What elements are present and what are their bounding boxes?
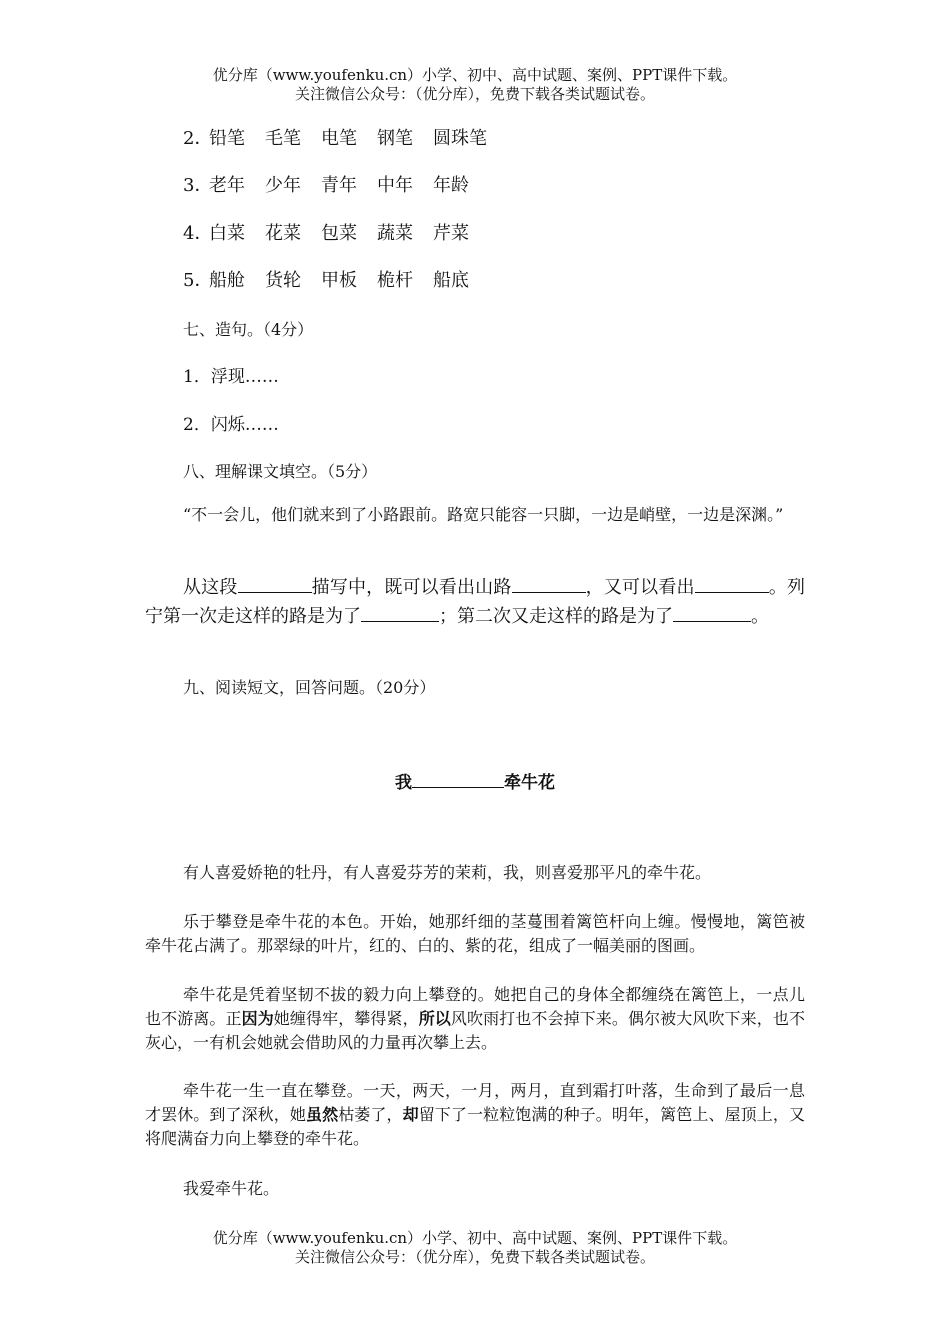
- header-line-2: 关注微信公众号：（优分库），免费下载各类试题试卷。: [294, 85, 655, 103]
- fill-text: 。: [751, 606, 769, 627]
- word-item: 毛笔: [265, 128, 301, 149]
- word-item: 老年: [209, 175, 245, 196]
- word-item: 铅笔: [209, 128, 245, 149]
- word-item: 甲板: [321, 270, 357, 291]
- fill-text: ，又可以看出: [585, 577, 695, 598]
- title-suffix: 牵牛花: [504, 773, 555, 793]
- blank-2[interactable]: [512, 574, 586, 593]
- word-group-5: [183, 266, 489, 292]
- blank-1[interactable]: [238, 574, 312, 593]
- word-item: 钢笔: [377, 128, 413, 149]
- word-item: 货轮: [265, 270, 301, 291]
- word-group-number: 3．: [183, 175, 213, 196]
- footer-line-1: 优分库（www.youfenku.cn）小学、初中、高中试题、案例、PPT课件下载。: [212, 1229, 738, 1247]
- word-group-number: 2．: [183, 128, 213, 149]
- title-prefix: 我: [395, 773, 412, 793]
- passage-text: 她缠得牢，攀得紧，: [273, 1009, 419, 1028]
- word-item: 船舱: [209, 270, 245, 291]
- word-item: 蔬菜: [377, 223, 413, 244]
- passage-text: 牵牛花是凭着坚韧不拔的毅力向上攀登的。她把自己的身体全都缠绕在篱笆上，一点儿也不游离。正: [145, 985, 805, 1028]
- word-item: 电笔: [321, 128, 357, 149]
- blank-5[interactable]: [673, 603, 751, 622]
- section-8-quote: “不一会儿，他们就来到了小路跟前。路宽只能容一只脚，一边是峭壁，一边是深渊。”: [183, 505, 784, 524]
- fill-text: 从这段: [183, 577, 238, 598]
- fill-text: 。列宁第一次走这样的路是为了: [145, 577, 806, 627]
- sentence-item-1: 1．浮现……: [183, 367, 279, 387]
- title-blank[interactable]: [412, 771, 504, 788]
- section-8-title: 八、理解课文填空。（5分）: [183, 462, 378, 481]
- passage-paragraph-2: 乐于攀登是牵牛花的本色。开始，她那纤细的茎蔓围着篱笆杆向上缠。慢慢地，篱笆被牵牛花占满了。那翠绿的叶片，红的、白的、紫的花，组成了一幅美丽的图画。: [145, 912, 805, 955]
- word-group-2: [183, 124, 507, 150]
- header-line-1: 优分库（www.youfenku.cn）小学、初中、高中试题、案例、PPT课件下载。: [212, 66, 738, 84]
- page-footer: [0, 1229, 950, 1267]
- keyword-yinwei: 因为: [241, 1009, 274, 1028]
- passage-text: 留下了一粒粒饱满的种子。明年，篱笆上、屋顶上，又将爬满奋力向上攀登的牵牛花。: [145, 1105, 805, 1148]
- passage-paragraph-1: 有人喜爱娇艳的牡丹，有人喜爱芬芳的茉莉，我，则喜爱那平凡的牵牛花。: [183, 863, 712, 882]
- keyword-suoyi: 所以: [418, 1009, 451, 1028]
- keyword-que: 却: [402, 1105, 419, 1124]
- word-item: 少年: [265, 175, 301, 196]
- word-item: 中年: [377, 175, 413, 196]
- word-group-3: [183, 171, 489, 197]
- word-item: 芹菜: [433, 223, 469, 244]
- word-item: 年龄: [433, 175, 469, 196]
- word-item: 白菜: [209, 223, 245, 244]
- page-header: [0, 66, 950, 104]
- passage-text: 枯萎了，: [338, 1105, 403, 1124]
- word-item: 圆珠笔: [433, 128, 487, 149]
- word-item: 青年: [321, 175, 357, 196]
- section-8-fill-in: [145, 573, 805, 631]
- word-item: 船底: [433, 270, 469, 291]
- word-item: 花菜: [265, 223, 301, 244]
- passage-text: 风吹雨打也不会掉下来。偶尔被大风吹下来，也不灰心，一有机会她就会借助风的力量再次攀上去。: [145, 1009, 805, 1052]
- section-7-title: 七、造句。（4分）: [183, 320, 314, 339]
- word-group-number: 4．: [183, 223, 213, 244]
- passage-paragraph-3: [145, 983, 805, 1055]
- word-group-4: [183, 219, 489, 245]
- word-group-number: 5．: [183, 270, 213, 291]
- fill-text: ；第二次又走这样的路是为了: [439, 606, 673, 627]
- passage-paragraph-4: [145, 1079, 805, 1151]
- passage-title: [0, 768, 950, 793]
- blank-4[interactable]: [361, 603, 439, 622]
- blank-3[interactable]: [695, 574, 769, 593]
- passage-paragraph-5: 我爱牵牛花。: [183, 1179, 280, 1198]
- passage-text: 牵牛花一生一直在攀登。一天，两天，一月，两月，直到霜打叶落，生命到了最后一息才罢休。到了深秋，她: [145, 1081, 805, 1124]
- section-9-title: 九、阅读短文，回答问题。（20分）: [183, 678, 436, 697]
- sentence-item-2: 2．闪烁……: [183, 415, 279, 435]
- word-item: 包菜: [321, 223, 357, 244]
- keyword-suiran: 虽然: [305, 1105, 339, 1124]
- fill-text: 描写中，既可以看出山路: [311, 577, 512, 598]
- footer-line-2: 关注微信公众号：（优分库），免费下载各类试题试卷。: [294, 1248, 655, 1266]
- word-item: 桅杆: [377, 270, 413, 291]
